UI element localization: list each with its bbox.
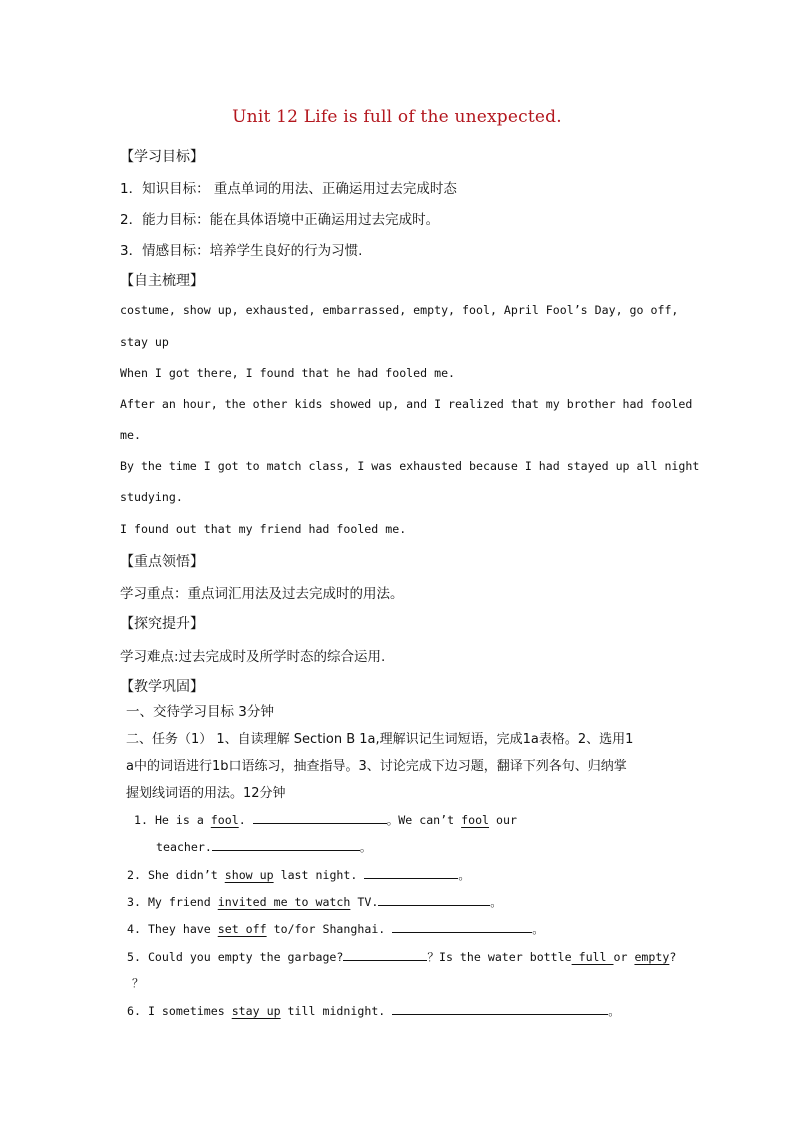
underlined-word: empty [634,950,670,964]
sentence-2-line-1: After an hour, the other kids showed up, and I realized that my brother had fooled [120,397,693,411]
section-key-heading: 【重点领悟】 [120,554,204,570]
exercise-text: 。 [608,1004,620,1018]
underlined-word: invited me to watch [217,895,351,909]
sentence-3-line-2: studying. [120,490,183,504]
section-review-heading: 【自主梳理】 [120,273,204,289]
underlined-word: stay up [231,1004,281,1018]
section-goals-heading: 【学习目标】 [120,149,204,165]
exercise-text: 。 [359,840,372,854]
exercise-text: 3. My friend [127,895,218,909]
exercise-1-cont [156,838,371,855]
exercise-text: . [238,813,246,827]
underlined-word: full [571,950,614,964]
underlined-word: fool [210,813,239,827]
task-line-3: 握划线词语的用法。12分钟 [126,786,286,801]
exercise-text: 6. I sometimes [127,1004,232,1018]
sentence-3-line-1: By the time I got to match class, I was exhausted because I had stayed up all night [120,459,700,473]
exercise-text: ？Is the water bottle [427,950,572,964]
answer-blank[interactable] [378,893,490,906]
answer-blank[interactable] [212,838,360,851]
difficulty-point: 学习难点:过去完成时及所学时态的综合运用. [120,649,386,665]
exercise-5-cont: ？ [132,976,144,990]
exercise-4 [127,920,544,937]
sentence-4: I found out that my friend had fooled me. [120,522,407,536]
exercise-text: He is a [154,813,211,827]
answer-blank[interactable] [364,866,458,879]
exercise-1 [134,811,517,828]
task-line-2: a中的词语进行1b口语练习，抽查指导。3、讨论完成下边习题，翻译下列各句、归纳掌 [126,759,627,774]
section-explore-heading: 【探究提升】 [120,616,204,632]
exercise-2 [127,866,470,883]
sentence-1: When I got there, I found that he had fooled me. [120,366,456,380]
exercise-5 [127,948,676,965]
answer-blank[interactable] [253,811,387,824]
exercise-text: to/for Shanghai. [266,922,386,936]
exercise-text: 5. Could you empty the garbage? [127,950,344,964]
exercise-6 [127,1002,620,1019]
exercise-text: TV. [350,895,379,909]
vocab-list-line-2: stay up [120,335,169,349]
exercise-text: till midnight. [280,1004,386,1018]
vocab-list-line-1: costume, show up, exhausted, embarrassed, empty, fool, April Fool’s Day, go off, [120,303,679,317]
section-consolidate-heading: 【教学巩固】 [120,679,204,695]
exercise-text: last night. [273,868,358,882]
exercise-text: 。 [532,922,544,936]
exercise-text: 。We can’t [386,813,462,827]
answer-blank[interactable] [343,948,427,961]
exercise-text: 。 [458,868,470,882]
goal-emotion: 3．情感目标：培养学生良好的行为习惯. [120,243,363,259]
exercise-3 [127,893,502,910]
exercise-text: 4. They have [127,922,218,936]
exercise-text: or [613,950,635,964]
page-title: Unit 12 Life is full of the unexpected. [232,107,562,127]
key-point: 学习重点：重点词汇用法及过去完成时的用法。 [120,586,404,602]
answer-blank[interactable] [392,920,532,933]
task-line-1: 二、任务（1） 1、自读理解 Section B 1a,理解识记生词短语，完成1a表格。2、选用1 [126,732,634,747]
exercise-text: teacher. [156,840,212,854]
goal-knowledge: 1．知识目标： 重点单词的用法、正确运用过去完成时态 [120,181,457,197]
exercise-text: 2. She didn’t [127,868,225,882]
underlined-word: show up [224,868,274,882]
exercise-text: ? [669,950,677,964]
underlined-word: set off [217,922,267,936]
answer-blank[interactable] [392,1002,608,1015]
step-1: 一、交待学习目标 3分钟 [126,704,274,720]
exercise-text: 。 [490,895,502,909]
exercise-number: 1. [134,813,148,827]
sentence-2-line-2: me. [120,428,141,442]
exercise-text: our [489,813,517,827]
goal-ability: 2．能力目标：能在具体语境中正确运用过去完成时。 [120,212,440,228]
underlined-word: fool [461,813,490,827]
